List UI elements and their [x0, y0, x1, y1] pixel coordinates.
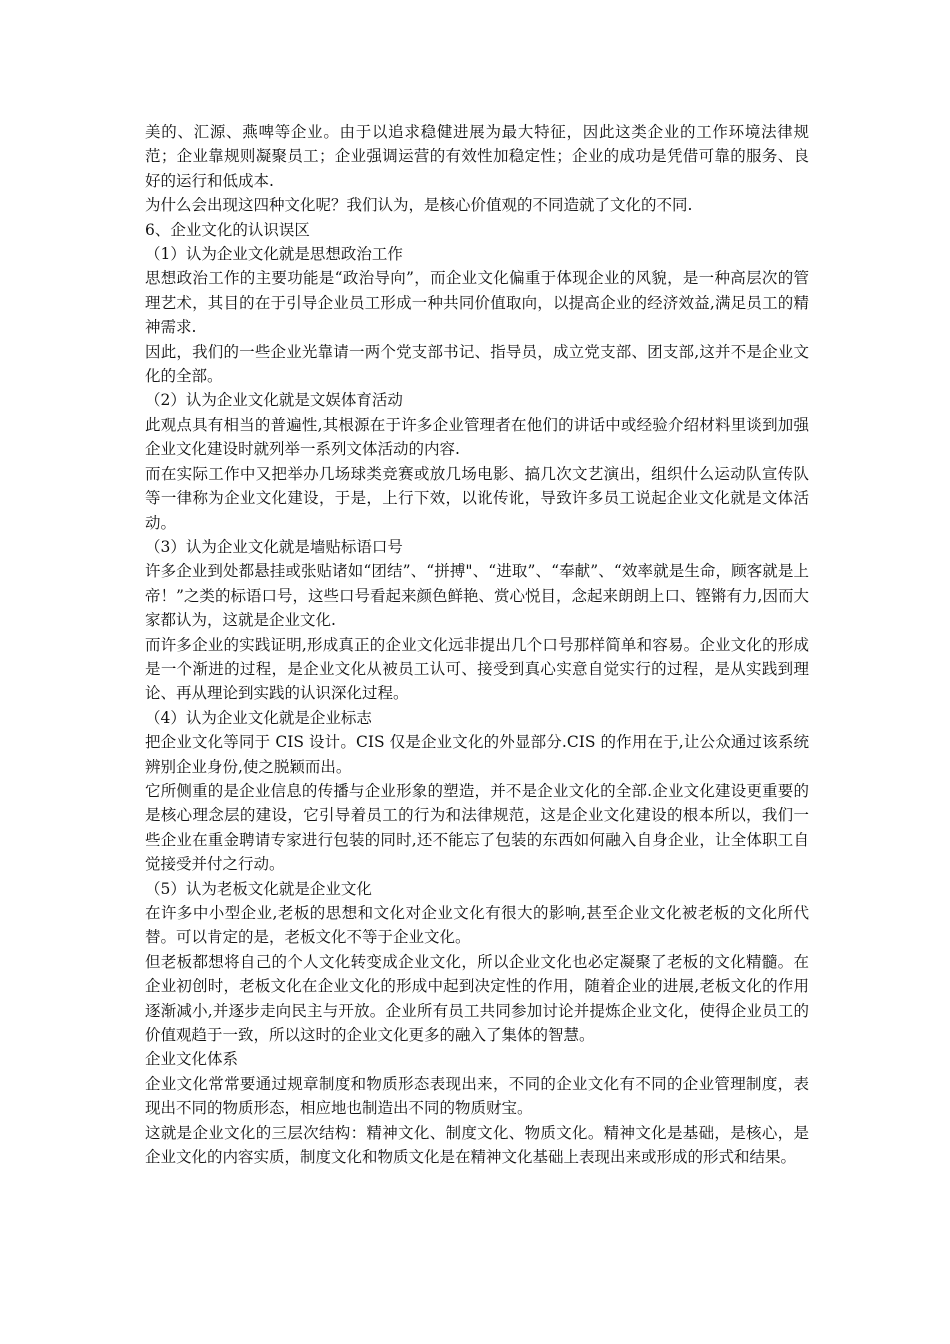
subsection-heading: （1）认为企业文化就是思想政治工作 [145, 245, 403, 264]
paragraph-text: 在许多中小型企业,老板的思想和文化对企业文化有很大的影响,甚至企业文化被老板的文化所代替。可以肯定的是，老板文化不等于企业文化。 [145, 904, 809, 947]
paragraph-text: 此观点具有相当的普遍性,其根源在于许多企业管理者在他们的讲话中或经验介绍材料里谈到加强企业文化建设时就列举一系列文体活动的内容. [145, 415, 809, 459]
section-heading: 企业文化体系 [145, 1050, 239, 1069]
paragraph-text: 它所侧重的是企业信息的传播与企业形象的塑造，并不是企业文化的全部.企业文化建设更重要的是核心理念层的建设，它引导着员工的行为和法律规范，这是企业文化建设的根本所以，我们一些企业在重金聘请专家进行包装的同时,还不能忘了包装的东西如何融入自身企业，让全体职工自觉接受并付之行动。 [145, 781, 809, 874]
paragraph-text: 思想政治工作的主要功能是“政治导向”，而企业文化偏重于体现企业的风貌，是一种高层次的管理艺术，其目的在于引导企业员工形成一种共同价值取向，以提高企业的经济效益,满足员工的精神需求. [145, 269, 809, 337]
paragraph-text: 这就是企业文化的三层次结构：精神文化、制度文化、物质文化。精神文化是基础，是核心，是企业文化的内容实质，制度文化和物质文化是在精神文化基础上表现出来或形成的形式和结果。 [145, 1123, 809, 1167]
paragraph-text: 为什么会出现这四种文化呢？我们认为，是核心价值观的不同造就了文化的不同. [145, 196, 693, 215]
subsection-heading: （4）认为企业文化就是企业标志 [145, 708, 372, 727]
paragraph-text: 许多企业到处都悬挂或张贴诸如“团结”、“拼搏"、“进取”、“奉献”、“效率就是生命，顾客就是上帝！”之类的标语口号，这些口号看起来颜色鲜艳、赏心悦目，念起来朗朗上口、铿锵有力,因而大家都认为，这就是企业文化. [145, 562, 809, 630]
document-body [145, 120, 809, 1169]
paragraph-text: 而许多企业的实践证明,形成真正的企业文化远非提出几个口号那样简单和容易。企业文化的形成是一个渐进的过程，是企业文化从被员工认可、接受到真心实意自觉实行的过程，是从实践到理论、再从理论到实践的认识深化过程。 [145, 635, 809, 703]
paragraph-text: 美的、汇源、燕啤等企业。由于以追求稳健进展为最大特征，因此这类企业的工作环境法律规范；企业靠规则凝聚员工；企业强调运营的有效性加稳定性；企业的成功是凭借可靠的服务、良好的运行和低成本. [145, 123, 809, 190]
paragraph-text: 而在实际工作中又把举办几场球类竞赛或放几场电影、搞几次文艺演出，组织什么运动队宣传队等一律称为企业文化建设，于是，上行下效，以讹传讹，导致许多员工说起企业文化就是文体活动。 [145, 464, 809, 532]
paragraph-text: 企业文化常常要通过规章制度和物质形态表现出来，不同的企业文化有不同的企业管理制度，表现出不同的物质形态，相应地也制造出不同的物质财宝。 [145, 1074, 809, 1118]
paragraph-text: 因此，我们的一些企业光靠请一两个党支部书记、指导员，成立党支部、团支部,这并不是企业文化的全部。 [145, 342, 809, 386]
subsection-heading: （3）认为企业文化就是墙贴标语口号 [145, 537, 403, 556]
subsection-heading: （5）认为老板文化就是企业文化 [145, 879, 372, 898]
subsection-heading: （2）认为企业文化就是文娱体育活动 [145, 391, 403, 410]
section-heading: 6、企业文化的认识误区 [145, 220, 310, 239]
paragraph-text: 把企业文化等同于 CIS 设计。CIS 仅是企业文化的外显部分.CIS 的作用在于,让公众通过该系统辨别企业身份,使之脱颖而出。 [145, 733, 809, 776]
paragraph-text: 但老板都想将自己的个人文化转变成企业文化，所以企业文化也必定凝聚了老板的文化精髓。在企业初创时，老板文化在企业文化的形成中起到决定性的作用，随着企业的进展,老板文化的作用逐渐减小,并逐步走向民主与开放。企业所有员工共同参加讨论并提炼企业文化，使得企业员工的价值观趋于一致，所以这时的企业文化更多的融入了集体的智慧。 [145, 952, 809, 1045]
